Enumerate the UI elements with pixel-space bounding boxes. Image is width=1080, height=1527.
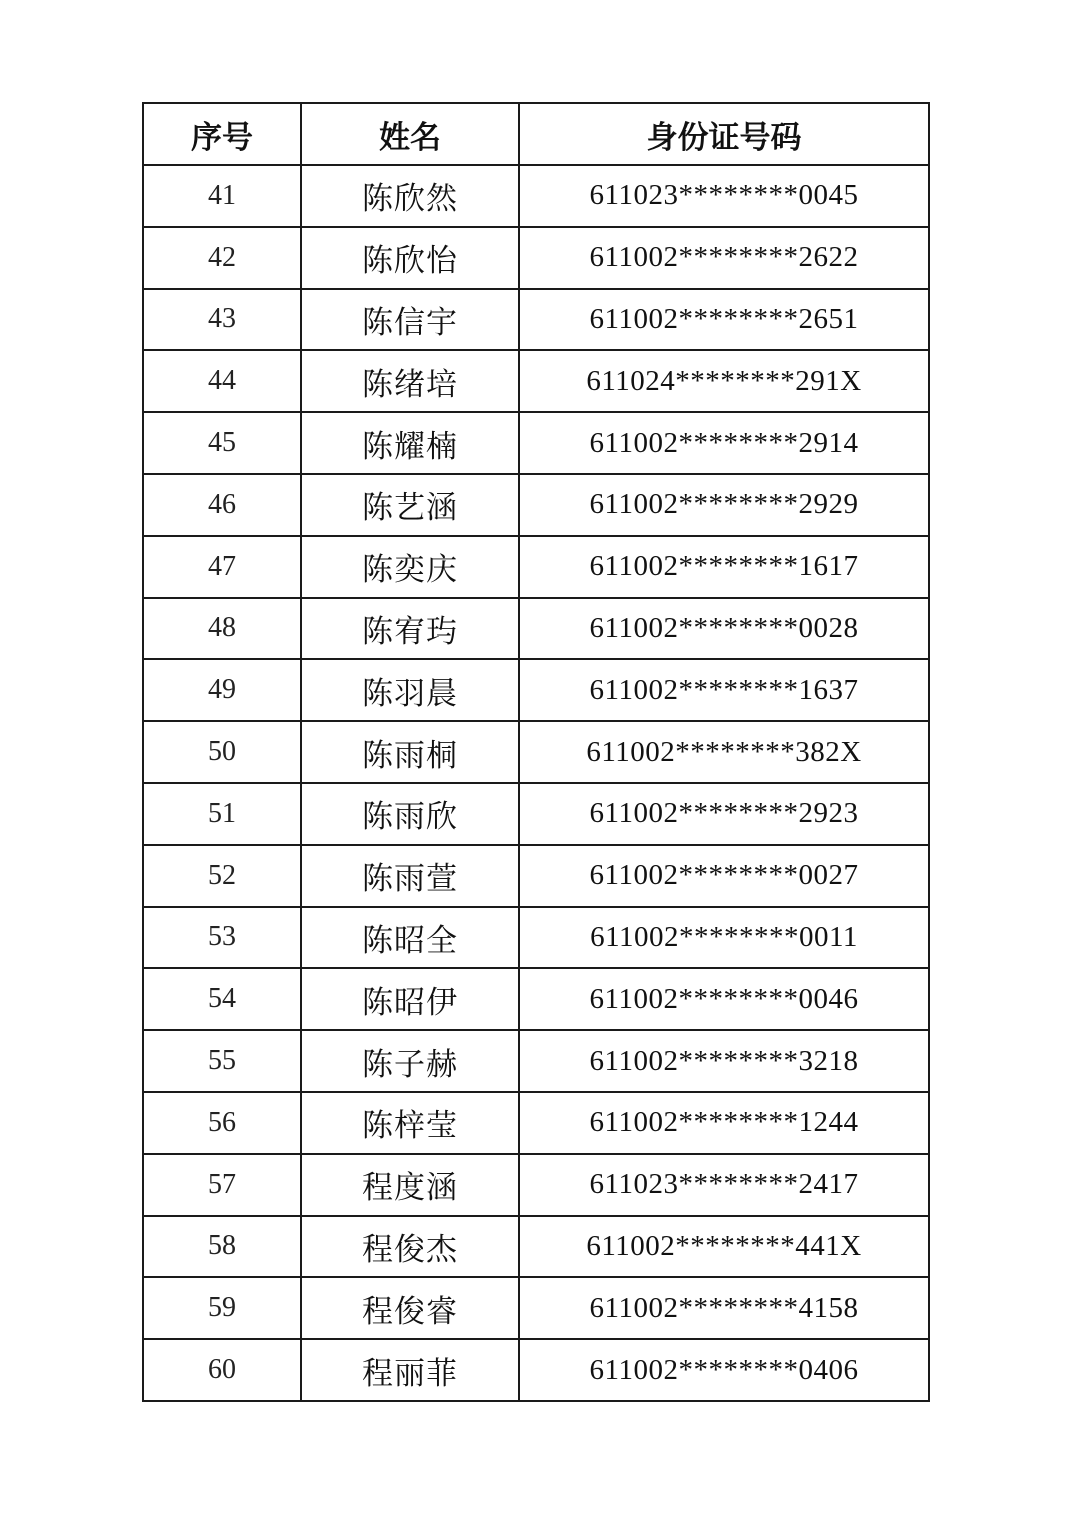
row-name-cell: 陈昭伊 bbox=[301, 968, 519, 1030]
table-header bbox=[143, 103, 929, 165]
row-id-number-cell: 611002********4158 bbox=[519, 1277, 929, 1339]
table-row bbox=[143, 1277, 929, 1339]
row-seq-cell: 45 bbox=[143, 412, 301, 474]
row-id-number-cell: 611002********2651 bbox=[519, 289, 929, 351]
row-seq-cell: 50 bbox=[143, 721, 301, 783]
header-seq: 序号 bbox=[143, 103, 301, 165]
table-row bbox=[143, 1092, 929, 1154]
row-id-number-cell: 611002********382X bbox=[519, 721, 929, 783]
header-id-number: 身份证号码 bbox=[519, 103, 929, 165]
row-id-number-cell: 611002********2929 bbox=[519, 474, 929, 536]
row-name-cell: 陈梓莹 bbox=[301, 1092, 519, 1154]
table-row bbox=[143, 968, 929, 1030]
row-id-number-cell: 611002********2622 bbox=[519, 227, 929, 289]
row-seq-cell: 52 bbox=[143, 845, 301, 907]
row-name-cell: 陈信宇 bbox=[301, 289, 519, 351]
row-id-number-cell: 611002********1617 bbox=[519, 536, 929, 598]
row-name-cell: 陈耀楠 bbox=[301, 412, 519, 474]
table-row bbox=[143, 165, 929, 227]
row-seq-cell: 60 bbox=[143, 1339, 301, 1401]
row-seq-cell: 41 bbox=[143, 165, 301, 227]
table-row bbox=[143, 536, 929, 598]
row-id-number-cell: 611002********2923 bbox=[519, 783, 929, 845]
row-seq-cell: 58 bbox=[143, 1216, 301, 1278]
row-seq-cell: 59 bbox=[143, 1277, 301, 1339]
roster-table bbox=[142, 102, 930, 1402]
table-row bbox=[143, 1154, 929, 1216]
table-row bbox=[143, 289, 929, 351]
row-name-cell: 程度涵 bbox=[301, 1154, 519, 1216]
row-id-number-cell: 611002********1637 bbox=[519, 659, 929, 721]
row-name-cell: 陈宥玙 bbox=[301, 598, 519, 660]
row-seq-cell: 55 bbox=[143, 1030, 301, 1092]
row-id-number-cell: 611023********2417 bbox=[519, 1154, 929, 1216]
table-row bbox=[143, 350, 929, 412]
row-id-number-cell: 611002********0406 bbox=[519, 1339, 929, 1401]
row-seq-cell: 44 bbox=[143, 350, 301, 412]
row-name-cell: 程俊杰 bbox=[301, 1216, 519, 1278]
row-seq-cell: 51 bbox=[143, 783, 301, 845]
row-name-cell: 陈雨欣 bbox=[301, 783, 519, 845]
row-name-cell: 陈昭全 bbox=[301, 907, 519, 969]
table-row bbox=[143, 721, 929, 783]
header-row bbox=[143, 103, 929, 165]
table-row bbox=[143, 783, 929, 845]
table-row bbox=[143, 1339, 929, 1401]
table-row bbox=[143, 845, 929, 907]
row-id-number-cell: 611002********0046 bbox=[519, 968, 929, 1030]
row-name-cell: 陈艺涵 bbox=[301, 474, 519, 536]
table-row bbox=[143, 907, 929, 969]
table-row bbox=[143, 659, 929, 721]
row-id-number-cell: 611024********291X bbox=[519, 350, 929, 412]
row-seq-cell: 46 bbox=[143, 474, 301, 536]
row-id-number-cell: 611002********0011 bbox=[519, 907, 929, 969]
row-id-number-cell: 611002********0027 bbox=[519, 845, 929, 907]
row-name-cell: 程丽菲 bbox=[301, 1339, 519, 1401]
row-name-cell: 陈奕庆 bbox=[301, 536, 519, 598]
row-seq-cell: 49 bbox=[143, 659, 301, 721]
row-seq-cell: 43 bbox=[143, 289, 301, 351]
row-name-cell: 陈子赫 bbox=[301, 1030, 519, 1092]
row-seq-cell: 48 bbox=[143, 598, 301, 660]
row-seq-cell: 54 bbox=[143, 968, 301, 1030]
table-body bbox=[143, 165, 929, 1401]
row-name-cell: 陈欣然 bbox=[301, 165, 519, 227]
row-id-number-cell: 611002********1244 bbox=[519, 1092, 929, 1154]
row-seq-cell: 42 bbox=[143, 227, 301, 289]
row-id-number-cell: 611023********0045 bbox=[519, 165, 929, 227]
row-seq-cell: 56 bbox=[143, 1092, 301, 1154]
row-seq-cell: 47 bbox=[143, 536, 301, 598]
row-seq-cell: 57 bbox=[143, 1154, 301, 1216]
row-id-number-cell: 611002********2914 bbox=[519, 412, 929, 474]
row-name-cell: 陈欣怡 bbox=[301, 227, 519, 289]
header-name: 姓名 bbox=[301, 103, 519, 165]
table-row bbox=[143, 598, 929, 660]
row-id-number-cell: 611002********441X bbox=[519, 1216, 929, 1278]
table-row bbox=[143, 412, 929, 474]
table-row bbox=[143, 1030, 929, 1092]
row-name-cell: 陈雨桐 bbox=[301, 721, 519, 783]
row-id-number-cell: 611002********3218 bbox=[519, 1030, 929, 1092]
row-id-number-cell: 611002********0028 bbox=[519, 598, 929, 660]
table-row bbox=[143, 474, 929, 536]
row-name-cell: 陈绪培 bbox=[301, 350, 519, 412]
row-seq-cell: 53 bbox=[143, 907, 301, 969]
table-row bbox=[143, 227, 929, 289]
row-name-cell: 程俊睿 bbox=[301, 1277, 519, 1339]
table-row bbox=[143, 1216, 929, 1278]
row-name-cell: 陈雨萱 bbox=[301, 845, 519, 907]
row-name-cell: 陈羽晨 bbox=[301, 659, 519, 721]
